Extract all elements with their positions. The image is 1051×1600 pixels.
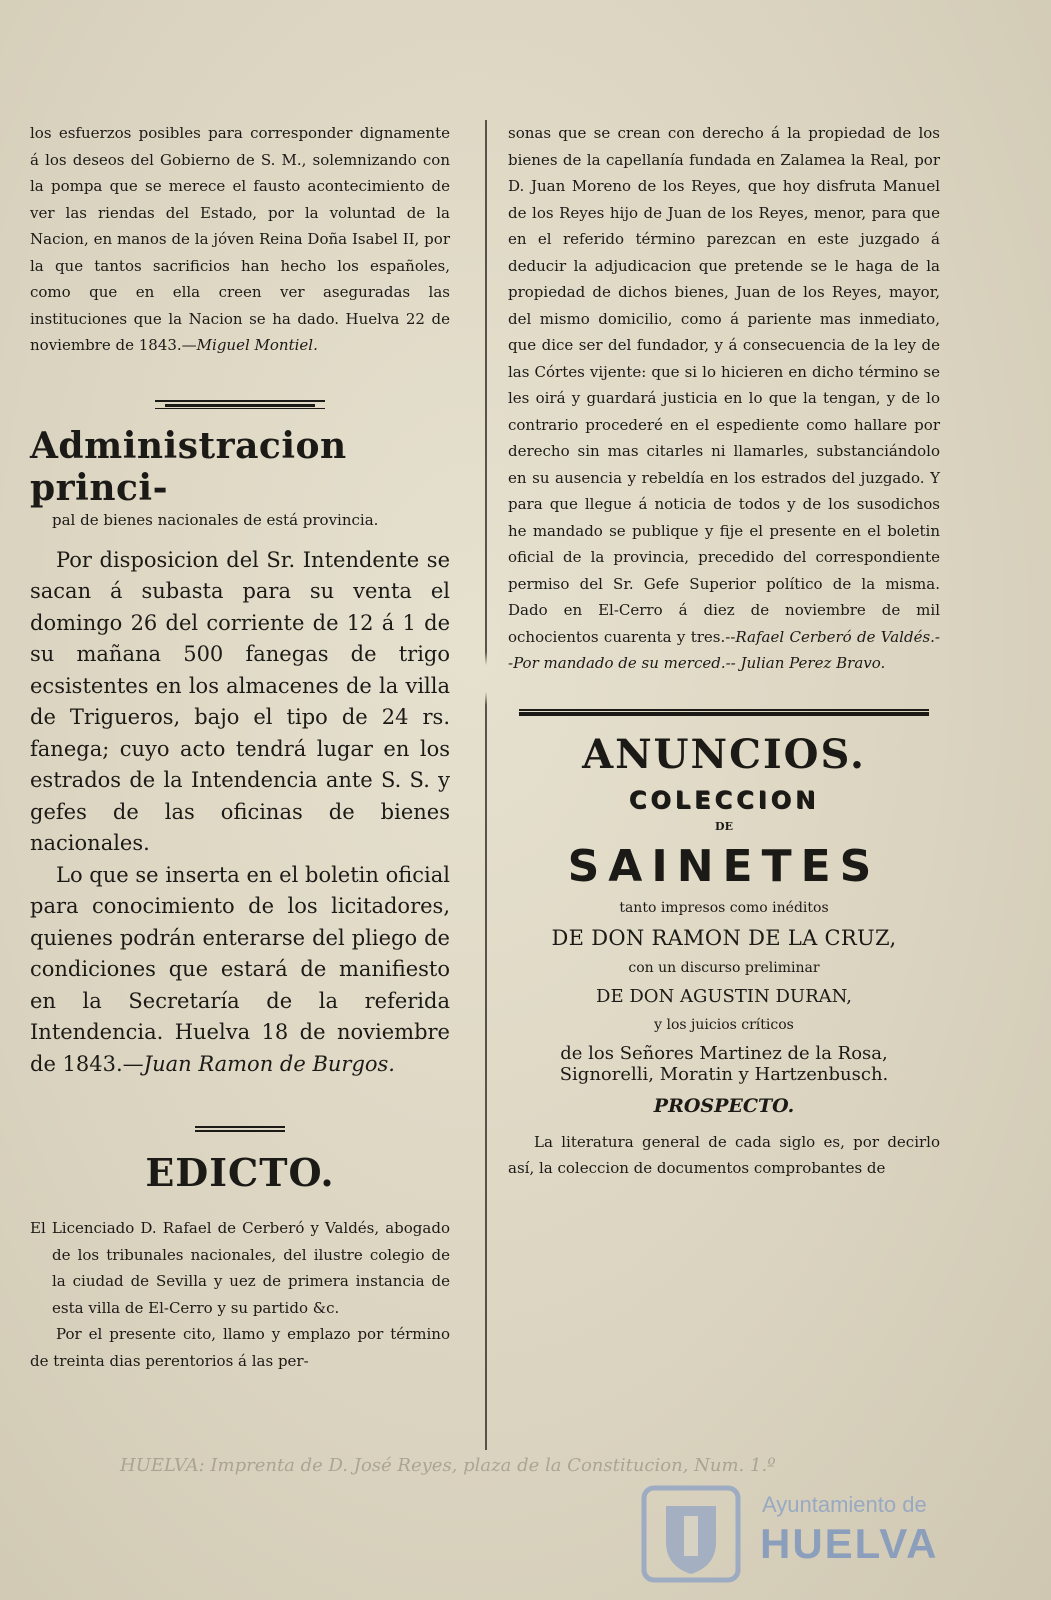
admin-paragraph-2-text: Lo que se inserta en el boletin oficial para conocimiento de los licitadores, quienes podrán enterarse del pliego de condiciones que estará de manifiesto en la Secretaría de la referida Intendencia. Huelva 18 de noviembre de 1843.— (30, 862, 450, 1076)
left-column (30, 120, 450, 1374)
edicto-continuation (508, 120, 940, 677)
impresos-line: tanto impresos como inéditos (619, 899, 829, 916)
admin-heading: Administracion princi- (30, 424, 347, 509)
senores-line: de los Señores Martinez de la Rosa, Signorelli, Moratin y Hartzenbusch. (559, 1042, 889, 1085)
coleccion-title: COLECCION (628, 785, 820, 814)
de-connector: DE (715, 819, 733, 833)
ayuntamiento-logo (636, 1482, 956, 1587)
edicto-paragraph-2: Por el presente cito, llamo y emplazo por término de treinta dias perentorios á las per- (30, 1325, 450, 1370)
author-line: DE DON RAMON DE LA CRUZ, (551, 925, 897, 950)
discurso-line: con un discurso preliminar (628, 959, 820, 976)
logo-text-main: HUELVA (760, 1520, 939, 1567)
intro-paragraph (30, 120, 450, 359)
sainetes-title: SAINETES (567, 840, 881, 892)
prospecto-heading: PROSPECTO. (653, 1094, 795, 1117)
duran-line: DE DON AGUSTIN DURAN, (596, 985, 852, 1007)
edicto-heading: EDICTO. (145, 1150, 335, 1195)
imprint-line: HUELVA: Imprenta de D. José Reyes, plaza de la Constitucion, Num. 1.º (120, 1455, 776, 1476)
admin-paragraph-2 (30, 860, 450, 1081)
anuncios-heading: ANUNCIOS. (582, 730, 866, 778)
column-divider (485, 120, 487, 1450)
logo-text-top: Ayuntamiento de (762, 1492, 927, 1517)
admin-signature: Juan Ramon de Burgos. (143, 1051, 395, 1076)
prospecto-text: La literatura general de cada siglo es, por decirlo así, la coleccion de documentos comprobantes de (508, 1132, 940, 1177)
admin-subheading: pal de bienes nacionales de está provincia. (52, 510, 379, 529)
edicto-signature: Rafael Cerberó de Valdés.--Por mandado de su merced.-- Julian Perez Bravo. (508, 627, 940, 672)
juicios-line: y los juicios críticos (654, 1016, 794, 1033)
admin-paragraph-1: Por disposicion del Sr. Intendente se sacan á subasta para su venta el domingo 26 del corriente de 12 á 1 de su mañana 500 fanegas de trigo ecsistentes en los almacenes de la villa de Trigueros, bajo el tipo de 24 rs. fanega; cuyo acto tendrá lugar en los estrados de la Intendencia ante S. S. y gefes de las oficinas de bienes nacionales. (30, 547, 450, 855)
right-column (508, 120, 940, 1182)
edicto-divider-ornament (195, 1124, 285, 1134)
edicto-continuation-text: sonas que se crean con derecho á la propiedad de los bienes de la capellanía fundada en Zalamea la Real, por D. Juan Moreno de los Reyes, que hoy disfruta Manuel de los Reyes hijo de Juan de los Reyes, menor, para que en el referido término parezcan en este juzgado á deducir la adjudicacion que pretende se le haga de la propiedad de dichos bienes, Juan de los Reyes, mayor, del mismo domicilio, como á pariente mas inmediato, que dice ser del fundador, y á consecuencia de la ley de las Córtes vijente: que si lo hicieren en dicho término se les oirá y guardará justicia en lo que la tengan, y de lo contrario procederé en el espediente como hallare por derecho sin mas citarles ni llamarles, substanciándolo en su ausencia y rebeldía en los estrados del juzgado. Y para que llegue á noticia de todos y de los susodichos he mandado se publique y fije el presente en el boletin oficial de la provincia, precedido del correspondiente permiso del Sr. Gefe Superior político de la misma. Dado en El-Cerro á diez de noviembre de mil ochocientos cuarenta y tres.-- (508, 124, 940, 646)
anuncios-divider (519, 707, 929, 719)
edicto-paragraph-1: El Licenciado D. Rafael de Cerberó y Valdés, abogado de los tribunales nacionales, del ilustre colegio de la ciudad de Sevilla y uez de primera instancia de esta villa de El-Cerro y su partido &c. (30, 1219, 450, 1317)
city-shield-icon (636, 1482, 746, 1587)
intro-signature: Miguel Montiel. (196, 336, 318, 354)
intro-text: los esfuerzos posibles para corresponder dignamente á los deseos del Gobierno de S. M., solemnizando con la pompa que se merece el fausto acontecimiento de ver las riendas del Estado, por la voluntad de la Nacion, en manos de la jóven Reina Doña Isabel II, por la que tantos sacrificios han hecho los españoles, como que en ella creen ver aseguradas las instituciones que la Nacion se ha dado. Huelva 22 de noviembre de 1843.— (30, 124, 450, 354)
section-divider-ornament (155, 397, 325, 411)
